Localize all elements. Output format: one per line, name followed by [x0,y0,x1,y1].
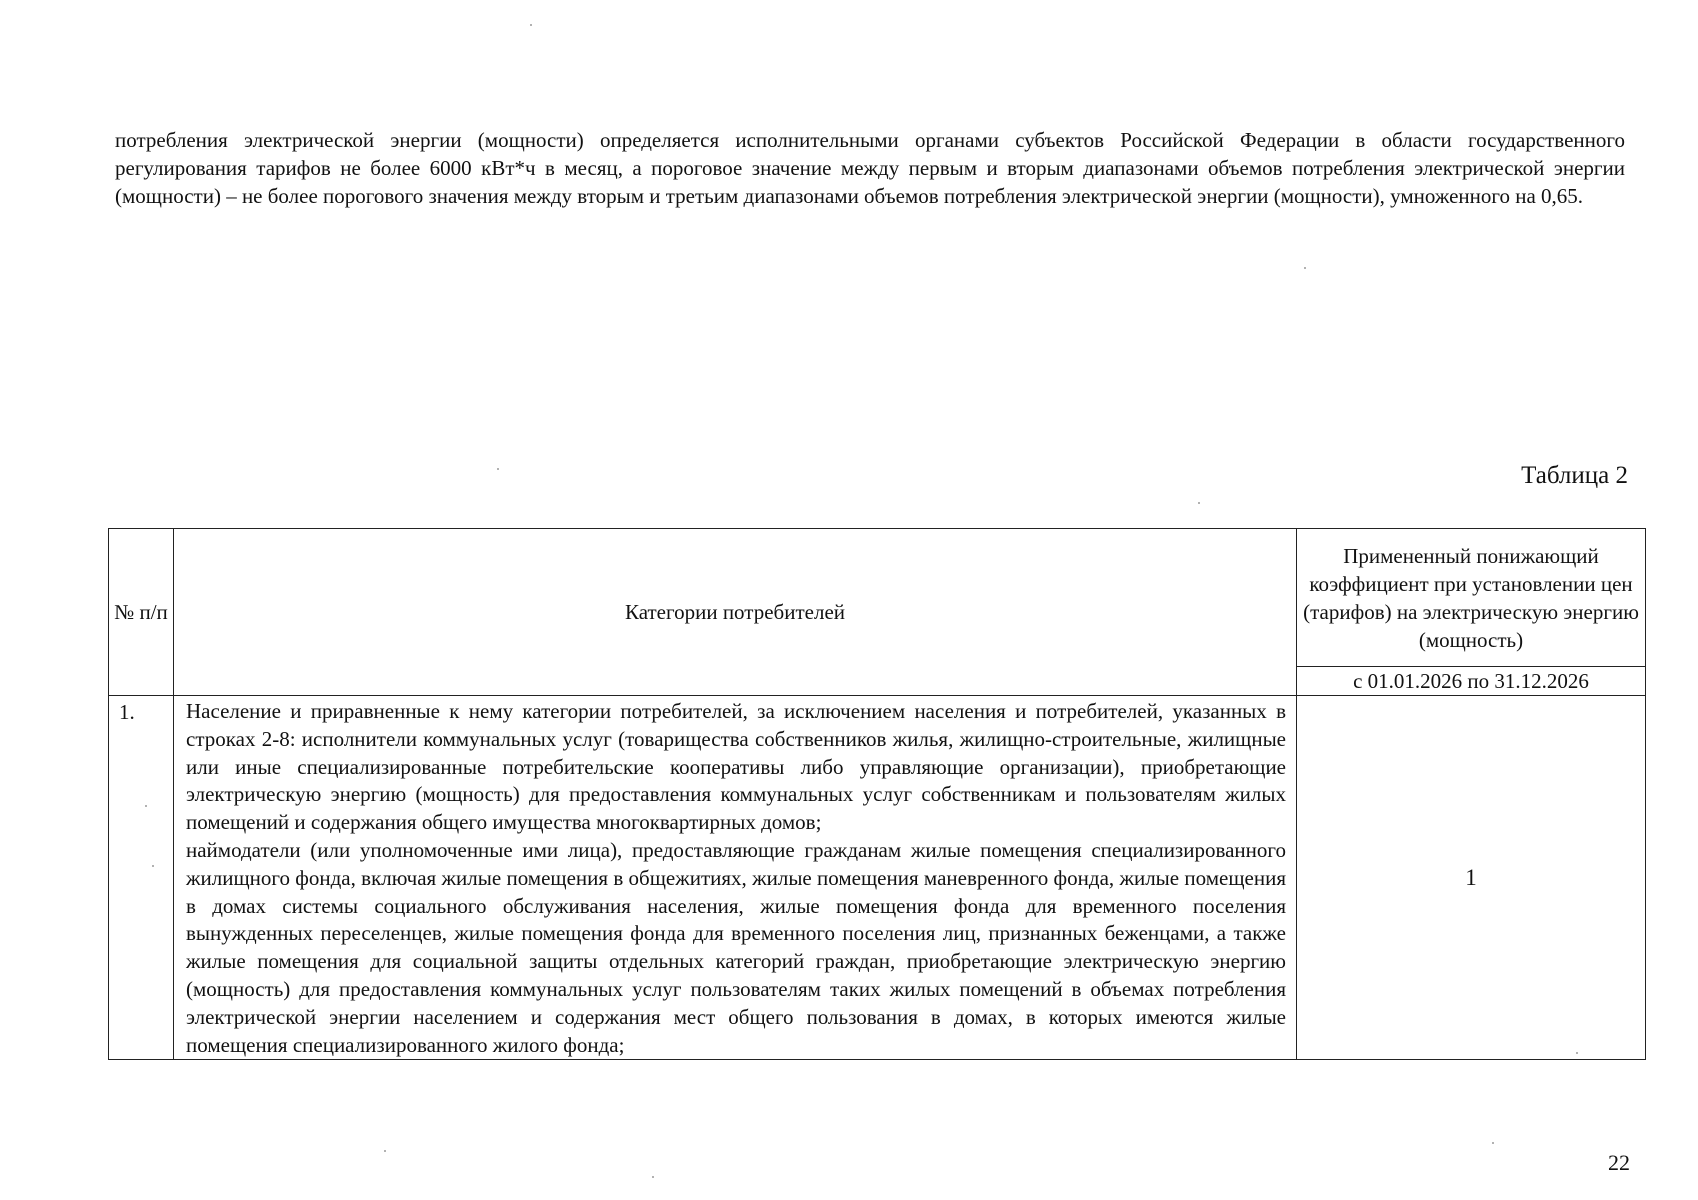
scan-speck [1304,267,1306,269]
row-coefficient: 1 [1297,696,1646,1060]
scan-speck [652,1176,654,1178]
intro-text [115,126,1625,210]
scan-speck [145,805,147,807]
table-caption: Таблица 2 [1521,462,1628,489]
row-number: 1. [109,696,174,1060]
scan-speck [1492,1142,1494,1144]
scan-speck [384,1150,386,1152]
scan-speck [530,24,532,26]
scan-speck [497,468,499,470]
header-category: Категории потребителей [174,529,1297,696]
header-period: с 01.01.2026 по 31.12.2026 [1297,667,1646,696]
header-number: № п/п [109,529,174,696]
table-row [109,696,1646,1060]
table-header-row [109,529,1646,667]
category-paragraph: Население и приравненные к нему категории потребителей, за исключением населения и потребителей, указанных в строках 2-8: исполнители коммунальных услуг (товарищества собственников жилья, жилищно-строительные, жилищные или иные специализированные потребительские кооперативы либо управляющие организации), приобретающие электрическую энергию (мощность) для предоставления коммунальных услуг собственникам и пользователям жилых помещений и содержания общего имущества многоквартирных домов; [186,699,1286,835]
scan-speck [152,865,154,867]
row-category [174,696,1297,1060]
tariff-coefficient-table [108,528,1646,1060]
scan-speck [1198,502,1200,504]
page-number: 22 [1608,1150,1630,1175]
scan-speck [1576,1052,1578,1054]
intro-paragraph: потребления электрической энергии (мощности) определяется исполнительными органами субъектов Российской Федерации в области государственного регулирования тарифов не более 6000 кВт*ч в месяц, а пороговое значение между первым и вторым диапазонами объемов потребления электрической энергии (мощности) – не более порогового значения между вторым и третьим диапазонами объемов потребления электрической энергии (мощности), умноженного на 0,65. [115,128,1625,208]
category-paragraph: наймодатели (или уполномоченные ими лица), предоставляющие гражданам жилые помещения специализированного жилищного фонда, включая жилые помещения в общежитиях, жилые помещения маневренного фонда, жилые помещения в домах системы социального обслуживания населения, жилые помещения фонда для временного поселения вынужденных переселенцев, жилые помещения фонда для временного поселения лиц, признанных беженцами, а также жилые помещения для социальной защиты отдельных категорий граждан, приобретающие электрическую энергию (мощность) для предоставления коммунальных услуг пользователям таких жилых помещений в объемах потребления электрической энергии населением и содержания мест общего пользования в домах, в которых имеются жилые помещения специализированного жилого фонда; [186,837,1286,1057]
header-coefficient: Примененный понижающий коэффициент при установлении цен (тарифов) на электрическую энергию (мощность) [1297,529,1646,667]
